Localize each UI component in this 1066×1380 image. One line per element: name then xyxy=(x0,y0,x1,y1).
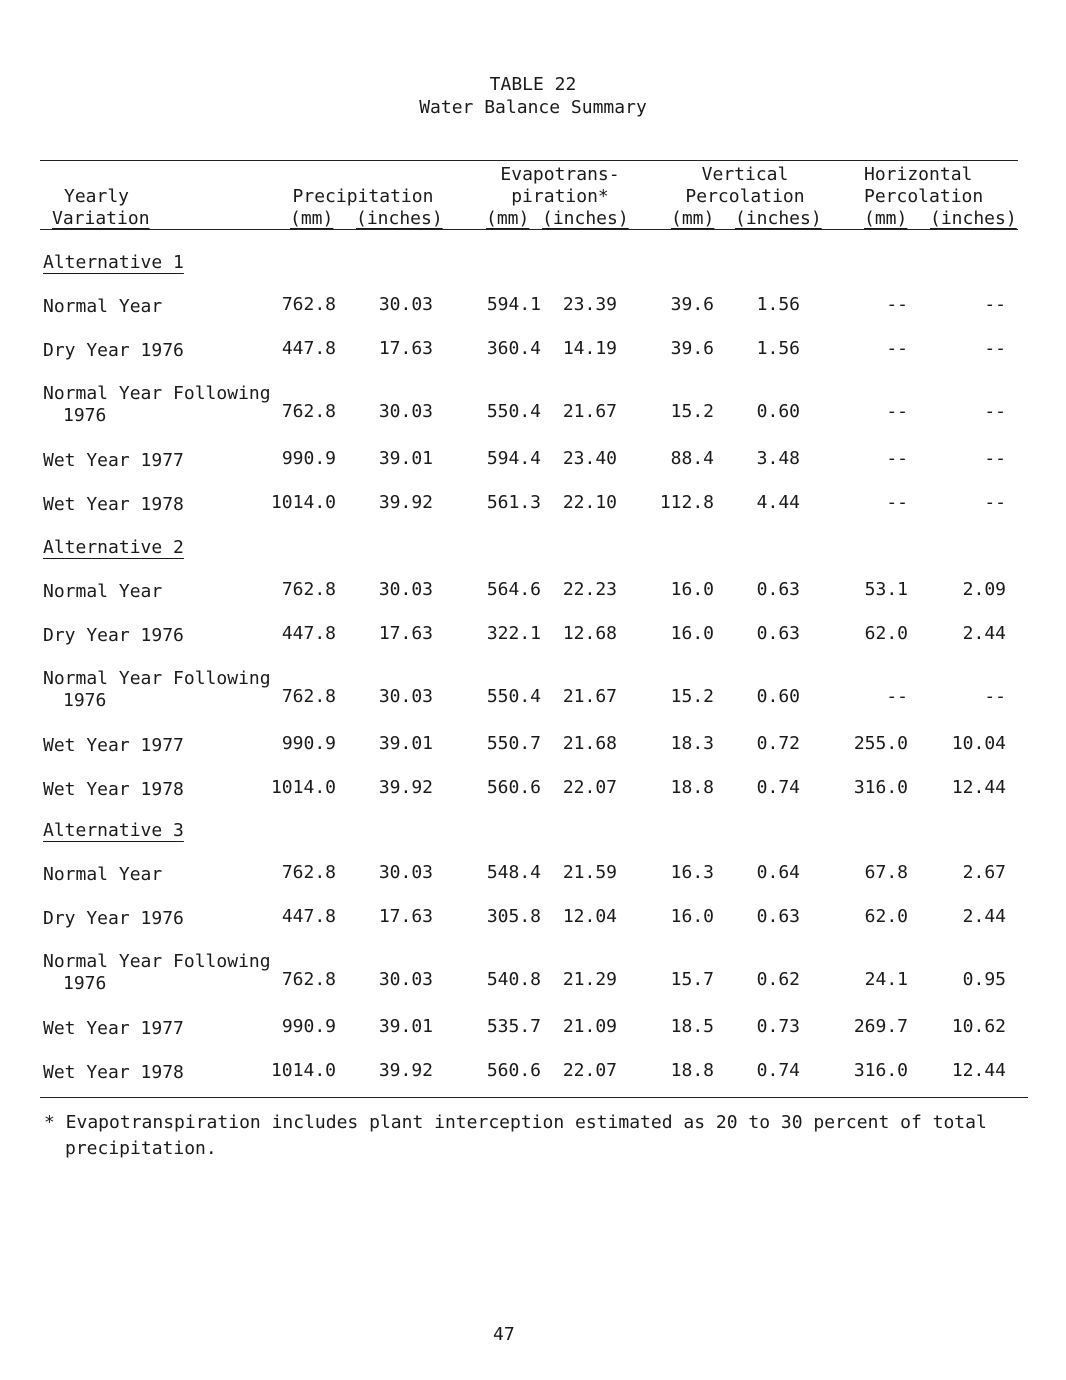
table-cell: 88.4 xyxy=(670,448,714,469)
table-cell: 24.1 xyxy=(864,969,908,990)
table-cell: -- xyxy=(984,686,1006,707)
table-cell: 39.01 xyxy=(378,448,433,469)
header-yearly: Yearly xyxy=(64,186,130,207)
row-label: Normal Year Following xyxy=(43,668,271,689)
row-label: Normal Year xyxy=(43,581,163,602)
table-cell: 30.03 xyxy=(378,294,433,315)
table-cell: 21.59 xyxy=(562,862,617,883)
row-label: Normal Year xyxy=(43,296,163,317)
top-rule xyxy=(40,160,1018,161)
table-cell: 53.1 xyxy=(864,579,908,600)
header-horizontal-2: Percolation xyxy=(864,186,984,207)
table-cell: 30.03 xyxy=(378,969,433,990)
table-cell: 17.63 xyxy=(378,623,433,644)
table-cell: 16.3 xyxy=(670,862,714,883)
table-cell: 550.7 xyxy=(486,733,541,754)
row-label: Dry Year 1976 xyxy=(43,908,184,929)
table-cell: 39.6 xyxy=(670,294,714,315)
table-cell: 255.0 xyxy=(853,733,908,754)
table-cell: 18.5 xyxy=(670,1016,714,1037)
table-cell: 322.1 xyxy=(486,623,541,644)
table-cell: 30.03 xyxy=(378,401,433,422)
table-cell: 1014.0 xyxy=(270,1060,336,1081)
table-cell: 17.63 xyxy=(378,338,433,359)
table-cell: 67.8 xyxy=(864,862,908,883)
header-vertical-2: Percolation xyxy=(685,186,805,207)
table-cell: -- xyxy=(886,686,908,707)
header-evap-1: Evapotrans- xyxy=(500,164,620,185)
table-cell: 39.6 xyxy=(670,338,714,359)
footnote-line-1: * Evapotranspiration includes plant interception estimated as 20 to 30 percent of total xyxy=(44,1112,987,1133)
table-cell: 540.8 xyxy=(486,969,541,990)
row-label: Wet Year 1977 xyxy=(43,1018,184,1039)
table-cell: 12.68 xyxy=(562,623,617,644)
row-label-continued: 1976 xyxy=(63,690,107,711)
table-cell: -- xyxy=(886,338,908,359)
table-cell: 0.62 xyxy=(756,969,800,990)
table-cell: 0.74 xyxy=(756,1060,800,1081)
table-cell: 1014.0 xyxy=(270,492,336,513)
table-cell: 14.19 xyxy=(562,338,617,359)
row-label: Normal Year Following xyxy=(43,383,271,404)
table-cell: 10.62 xyxy=(951,1016,1006,1037)
table-title: Water Balance Summary xyxy=(419,97,647,118)
table-cell: 0.63 xyxy=(756,623,800,644)
section-label: Alternative 1 xyxy=(43,252,184,273)
header-rule xyxy=(40,229,1018,230)
header-precipitation: Precipitation xyxy=(292,186,434,207)
header-horiz-inches: (inches) xyxy=(930,208,1017,229)
table-cell: 10.04 xyxy=(951,733,1006,754)
header-horiz-mm: (mm) xyxy=(864,208,908,229)
row-label-continued: 1976 xyxy=(63,973,107,994)
table-cell: 550.4 xyxy=(486,401,541,422)
table-cell: 316.0 xyxy=(853,1060,908,1081)
table-cell: 16.0 xyxy=(670,623,714,644)
table-cell: 30.03 xyxy=(378,579,433,600)
table-cell: -- xyxy=(984,401,1006,422)
table-cell: 0.63 xyxy=(756,906,800,927)
table-cell: 18.8 xyxy=(670,1060,714,1081)
table-cell: 39.01 xyxy=(378,1016,433,1037)
table-cell: -- xyxy=(984,294,1006,315)
table-cell: 30.03 xyxy=(378,862,433,883)
table-cell: 1.56 xyxy=(756,338,800,359)
table-cell: 21.68 xyxy=(562,733,617,754)
row-label: Wet Year 1977 xyxy=(43,735,184,756)
header-horizontal-1: Horizontal xyxy=(864,164,973,185)
table-cell: 23.39 xyxy=(562,294,617,315)
table-cell: 560.6 xyxy=(486,1060,541,1081)
table-cell: 360.4 xyxy=(486,338,541,359)
table-cell: 2.67 xyxy=(962,862,1006,883)
table-cell: 990.9 xyxy=(281,448,336,469)
header-evap-mm: (mm) xyxy=(486,208,530,229)
table-cell: 2.44 xyxy=(962,623,1006,644)
table-cell: 594.4 xyxy=(486,448,541,469)
table-cell: 15.7 xyxy=(670,969,714,990)
table-cell: 447.8 xyxy=(281,906,336,927)
table-cell: 0.95 xyxy=(962,969,1006,990)
table-cell: -- xyxy=(886,492,908,513)
table-cell: 2.44 xyxy=(962,906,1006,927)
table-cell: 269.7 xyxy=(853,1016,908,1037)
table-cell: 2.09 xyxy=(962,579,1006,600)
table-cell: 0.73 xyxy=(756,1016,800,1037)
row-label: Wet Year 1977 xyxy=(43,450,184,471)
row-label: Normal Year xyxy=(43,864,163,885)
header-precip-inches: (inches) xyxy=(356,208,443,229)
table-cell: 12.44 xyxy=(951,1060,1006,1081)
table-cell: 16.0 xyxy=(670,579,714,600)
table-cell: 16.0 xyxy=(670,906,714,927)
table-cell: 62.0 xyxy=(864,906,908,927)
table-cell: 18.8 xyxy=(670,777,714,798)
table-cell: 15.2 xyxy=(670,686,714,707)
table-cell: 17.63 xyxy=(378,906,433,927)
table-cell: -- xyxy=(886,448,908,469)
table-cell: 18.3 xyxy=(670,733,714,754)
table-cell: 762.8 xyxy=(281,686,336,707)
table-cell: 1.56 xyxy=(756,294,800,315)
row-label: Normal Year Following xyxy=(43,951,271,972)
table-cell: 762.8 xyxy=(281,294,336,315)
table-cell: 548.4 xyxy=(486,862,541,883)
table-cell: -- xyxy=(984,448,1006,469)
table-cell: 561.3 xyxy=(486,492,541,513)
header-precip-mm: (mm) xyxy=(290,208,334,229)
table-cell: 39.01 xyxy=(378,733,433,754)
table-cell: 21.67 xyxy=(562,686,617,707)
table-cell: 3.48 xyxy=(756,448,800,469)
row-label: Wet Year 1978 xyxy=(43,779,184,800)
row-label-continued: 1976 xyxy=(63,405,107,426)
table-cell: 0.60 xyxy=(756,686,800,707)
header-variation: Variation xyxy=(52,208,150,229)
table-cell: 0.60 xyxy=(756,401,800,422)
table-cell: 39.92 xyxy=(378,777,433,798)
row-label: Wet Year 1978 xyxy=(43,494,184,515)
row-label: Dry Year 1976 xyxy=(43,625,184,646)
table-cell: 594.1 xyxy=(486,294,541,315)
table-cell: -- xyxy=(886,294,908,315)
table-cell: 22.10 xyxy=(562,492,617,513)
table-cell: 4.44 xyxy=(756,492,800,513)
header-vert-inches: (inches) xyxy=(735,208,822,229)
table-cell: 12.04 xyxy=(562,906,617,927)
header-evap-inches: (inches) xyxy=(542,208,629,229)
table-cell: -- xyxy=(984,492,1006,513)
header-evap-2: piration* xyxy=(511,186,609,207)
table-cell: 22.23 xyxy=(562,579,617,600)
table-cell: 762.8 xyxy=(281,579,336,600)
table-cell: -- xyxy=(886,401,908,422)
table-cell: 1014.0 xyxy=(270,777,336,798)
table-cell: 535.7 xyxy=(486,1016,541,1037)
row-label: Wet Year 1978 xyxy=(43,1062,184,1083)
table-cell: 990.9 xyxy=(281,1016,336,1037)
table-cell: 21.29 xyxy=(562,969,617,990)
row-label: Dry Year 1976 xyxy=(43,340,184,361)
table-cell: 21.67 xyxy=(562,401,617,422)
table-cell: 39.92 xyxy=(378,1060,433,1081)
table-cell: 305.8 xyxy=(486,906,541,927)
table-cell: 316.0 xyxy=(853,777,908,798)
table-cell: 762.8 xyxy=(281,862,336,883)
table-cell: 564.6 xyxy=(486,579,541,600)
table-cell: 112.8 xyxy=(659,492,714,513)
table-cell: 22.07 xyxy=(562,777,617,798)
section-label: Alternative 3 xyxy=(43,820,184,841)
table-cell: 15.2 xyxy=(670,401,714,422)
table-cell: 560.6 xyxy=(486,777,541,798)
page-number: 47 xyxy=(493,1324,515,1345)
table-cell: 0.72 xyxy=(756,733,800,754)
table-cell: 0.74 xyxy=(756,777,800,798)
table-cell: 762.8 xyxy=(281,401,336,422)
table-cell: 990.9 xyxy=(281,733,336,754)
header-vertical-1: Vertical xyxy=(701,164,789,185)
table-cell: 0.63 xyxy=(756,579,800,600)
section-label: Alternative 2 xyxy=(43,537,184,558)
table-cell: 0.64 xyxy=(756,862,800,883)
header-vert-mm: (mm) xyxy=(671,208,715,229)
table-cell: 12.44 xyxy=(951,777,1006,798)
bottom-rule xyxy=(40,1097,1028,1098)
footnote-line-2: precipitation. xyxy=(65,1138,217,1159)
table-cell: 22.07 xyxy=(562,1060,617,1081)
table-cell: -- xyxy=(984,338,1006,359)
table-cell: 550.4 xyxy=(486,686,541,707)
table-cell: 62.0 xyxy=(864,623,908,644)
table-cell: 23.40 xyxy=(562,448,617,469)
table-cell: 762.8 xyxy=(281,969,336,990)
table-cell: 21.09 xyxy=(562,1016,617,1037)
table-cell: 447.8 xyxy=(281,338,336,359)
table-cell: 39.92 xyxy=(378,492,433,513)
table-cell: 447.8 xyxy=(281,623,336,644)
table-number: TABLE 22 xyxy=(489,74,577,95)
table-cell: 30.03 xyxy=(378,686,433,707)
